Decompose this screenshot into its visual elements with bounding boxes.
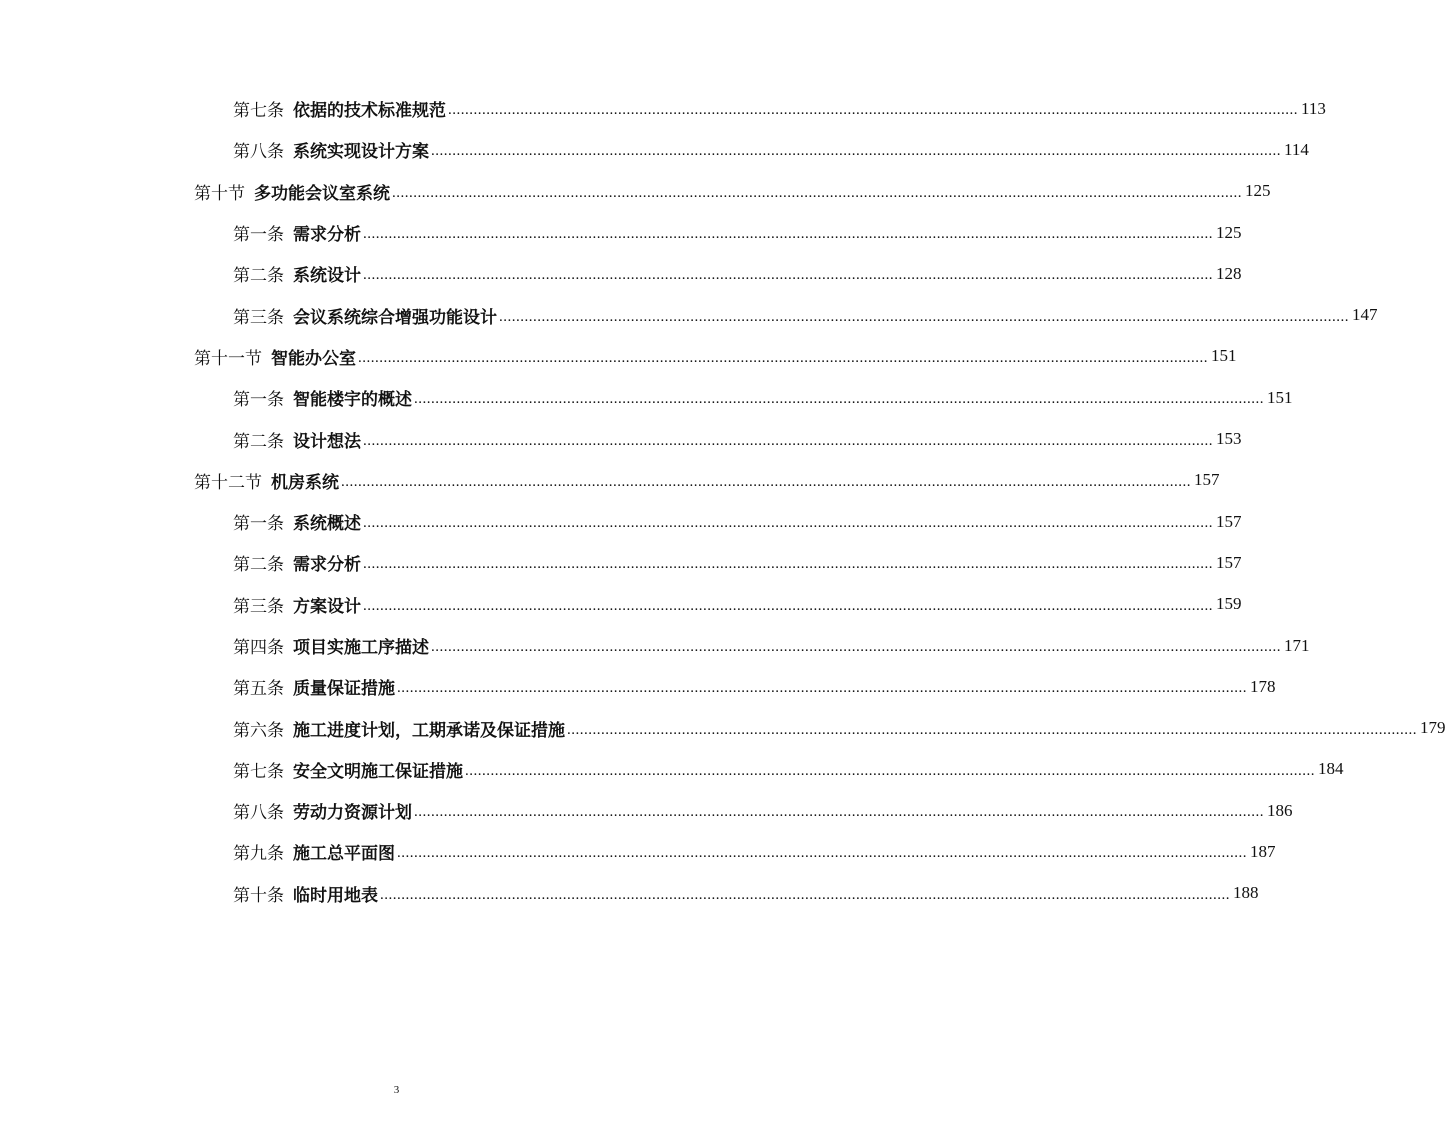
toc-leader-dots: ........................................................................................................................................................................................................ — [431, 639, 1281, 655]
page-number: 3 — [393, 1084, 400, 1096]
toc-article-entry[interactable] — [0, 212, 1242, 253]
toc-entry-number: 第三条 — [233, 307, 284, 328]
toc-leader-dots: ........................................................................................................................................................................................................ — [448, 102, 1298, 119]
toc-page-number: 113 — [1301, 98, 1326, 118]
toc-leader-dots: ........................................................................................................................................................................................................ — [341, 473, 1191, 490]
toc-leader-dots: ........................................................................................................................................................................................................ — [358, 349, 1208, 366]
toc-leader-dots: ........................................................................................................................................................................................................ — [499, 308, 1349, 325]
toc-entry-title: 机房系统 — [271, 472, 339, 493]
toc-entry-title: 需求分析 — [293, 555, 361, 576]
table-of-contents — [0, 88, 1446, 914]
toc-entry-title: 依据的技术标准规范 — [293, 101, 446, 122]
toc-leader-dots: ........................................................................................................................................................................................................ — [392, 184, 1242, 201]
toc-article-entry[interactable] — [0, 831, 1276, 872]
toc-entry-title: 施工进度计划，工期承诺及保证措施 — [293, 720, 565, 741]
toc-article-entry[interactable] — [0, 294, 1378, 335]
toc-entry-number: 第四条 — [233, 638, 284, 658]
toc-leader-dots: ........................................................................................................................................................................................................ — [431, 143, 1281, 160]
toc-entry-title: 临时用地表 — [293, 885, 378, 906]
toc-section-entry[interactable] — [0, 336, 1237, 377]
toc-leader-dots: ........................................................................................................................................................................................................ — [397, 845, 1247, 862]
toc-entry-title: 系统概述 — [293, 514, 361, 535]
toc-entry-title: 会议系统综合增强功能设计 — [293, 307, 497, 328]
toc-entry-number: 第二条 — [233, 431, 284, 452]
toc-entry-title: 多功能会议室系统 — [254, 183, 390, 204]
toc-article-entry[interactable] — [0, 625, 1310, 666]
toc-leader-dots: ........................................................................................................................................................................................................ — [363, 597, 1213, 614]
toc-leader-dots: ........................................................................................................................................................................................................ — [363, 226, 1213, 243]
toc-page-number: 151 — [1211, 346, 1237, 366]
toc-page-number: 114 — [1284, 139, 1309, 159]
toc-entry-number: 第六条 — [233, 720, 284, 741]
toc-article-entry[interactable] — [0, 584, 1242, 625]
toc-page-number: 125 — [1245, 181, 1271, 201]
toc-article-entry[interactable] — [0, 418, 1242, 459]
toc-entry-number: 第十节 — [194, 183, 245, 204]
toc-leader-dots: ........................................................................................................................................................................................................ — [380, 886, 1230, 903]
toc-entry-title: 方案设计 — [293, 596, 361, 617]
toc-entry-number: 第一条 — [233, 514, 284, 535]
toc-leader-dots: ........................................................................................................................................................................................................ — [414, 804, 1264, 821]
toc-page-number: 157 — [1194, 470, 1220, 490]
toc-page-number: 171 — [1284, 635, 1310, 655]
toc-leader-dots: ........................................................................................................................................................................................................ — [363, 556, 1213, 573]
toc-entry-title: 安全文明施工保证措施 — [293, 761, 463, 782]
toc-page-number: 188 — [1233, 883, 1259, 903]
toc-entry-title: 质量保证措施 — [293, 679, 395, 700]
toc-entry-number: 第八条 — [233, 142, 284, 163]
toc-entry-number: 第九条 — [233, 844, 284, 865]
toc-entry-title: 需求分析 — [293, 225, 361, 246]
toc-leader-dots: ........................................................................................................................................................................................................ — [397, 680, 1247, 697]
toc-entry-number: 第十一节 — [194, 348, 262, 369]
toc-article-entry[interactable] — [0, 542, 1242, 583]
toc-entry-title: 系统设计 — [293, 266, 361, 287]
toc-entry-title: 智能楼宇的概述 — [293, 390, 412, 411]
toc-page-number: 153 — [1216, 429, 1242, 449]
toc-entry-number: 第二条 — [233, 266, 284, 287]
toc-page-number: 184 — [1318, 759, 1344, 779]
toc-page-number: 125 — [1216, 222, 1242, 242]
toc-page-number: 157 — [1216, 511, 1242, 531]
toc-page-number: 157 — [1216, 552, 1242, 572]
toc-entry-number: 第一条 — [233, 225, 284, 246]
toc-article-entry[interactable] — [0, 88, 1326, 129]
toc-article-entry[interactable] — [0, 707, 1446, 748]
toc-article-entry[interactable] — [0, 501, 1242, 542]
toc-page-number: 151 — [1267, 387, 1293, 407]
toc-entry-number: 第五条 — [233, 679, 284, 700]
toc-article-entry[interactable] — [0, 253, 1242, 294]
toc-article-entry[interactable] — [0, 749, 1344, 790]
toc-page-number: 147 — [1352, 305, 1378, 325]
toc-page-number: 187 — [1250, 841, 1276, 861]
toc-leader-dots: ........................................................................................................................................................................................................ — [363, 267, 1213, 284]
toc-leader-dots: ........................................................................................................................................................................................................ — [363, 432, 1213, 449]
toc-article-entry[interactable] — [0, 377, 1293, 418]
toc-article-entry[interactable] — [0, 129, 1309, 170]
toc-entry-number: 第三条 — [233, 596, 284, 617]
toc-entry-number: 第七条 — [233, 101, 284, 122]
toc-leader-dots: ........................................................................................................................................................................................................ — [363, 515, 1213, 532]
toc-entry-number: 第十二节 — [194, 472, 262, 493]
toc-leader-dots: ........................................................................................................................................................................................................ — [567, 721, 1417, 738]
toc-entry-number: 第一条 — [233, 390, 284, 411]
toc-section-entry[interactable] — [0, 171, 1271, 212]
toc-page-number: 159 — [1216, 594, 1242, 614]
toc-page-number: 178 — [1250, 676, 1276, 696]
toc-entry-number: 第八条 — [233, 803, 284, 824]
toc-entry-title: 项目实施工序描述 — [293, 638, 429, 658]
toc-page-number: 179 — [1420, 718, 1446, 738]
toc-entry-number: 第七条 — [233, 761, 284, 782]
toc-page-number: 128 — [1216, 263, 1242, 283]
toc-leader-dots: ........................................................................................................................................................................................................ — [414, 391, 1264, 408]
toc-article-entry[interactable] — [0, 790, 1293, 831]
toc-entry-number: 第十条 — [233, 885, 284, 906]
toc-entry-title: 系统实现设计方案 — [293, 142, 429, 163]
toc-section-entry[interactable] — [0, 460, 1220, 501]
toc-entry-title: 施工总平面图 — [293, 844, 395, 865]
toc-entry-title: 智能办公室 — [271, 348, 356, 369]
toc-entry-title: 设计想法 — [293, 431, 361, 452]
toc-leader-dots: ........................................................................................................................................................................................................ — [465, 762, 1315, 779]
toc-page-number: 186 — [1267, 800, 1293, 820]
toc-entry-title: 劳动力资源计划 — [293, 803, 412, 824]
toc-article-entry[interactable] — [0, 873, 1259, 914]
toc-article-entry[interactable] — [0, 666, 1276, 707]
toc-entry-number: 第二条 — [233, 555, 284, 576]
